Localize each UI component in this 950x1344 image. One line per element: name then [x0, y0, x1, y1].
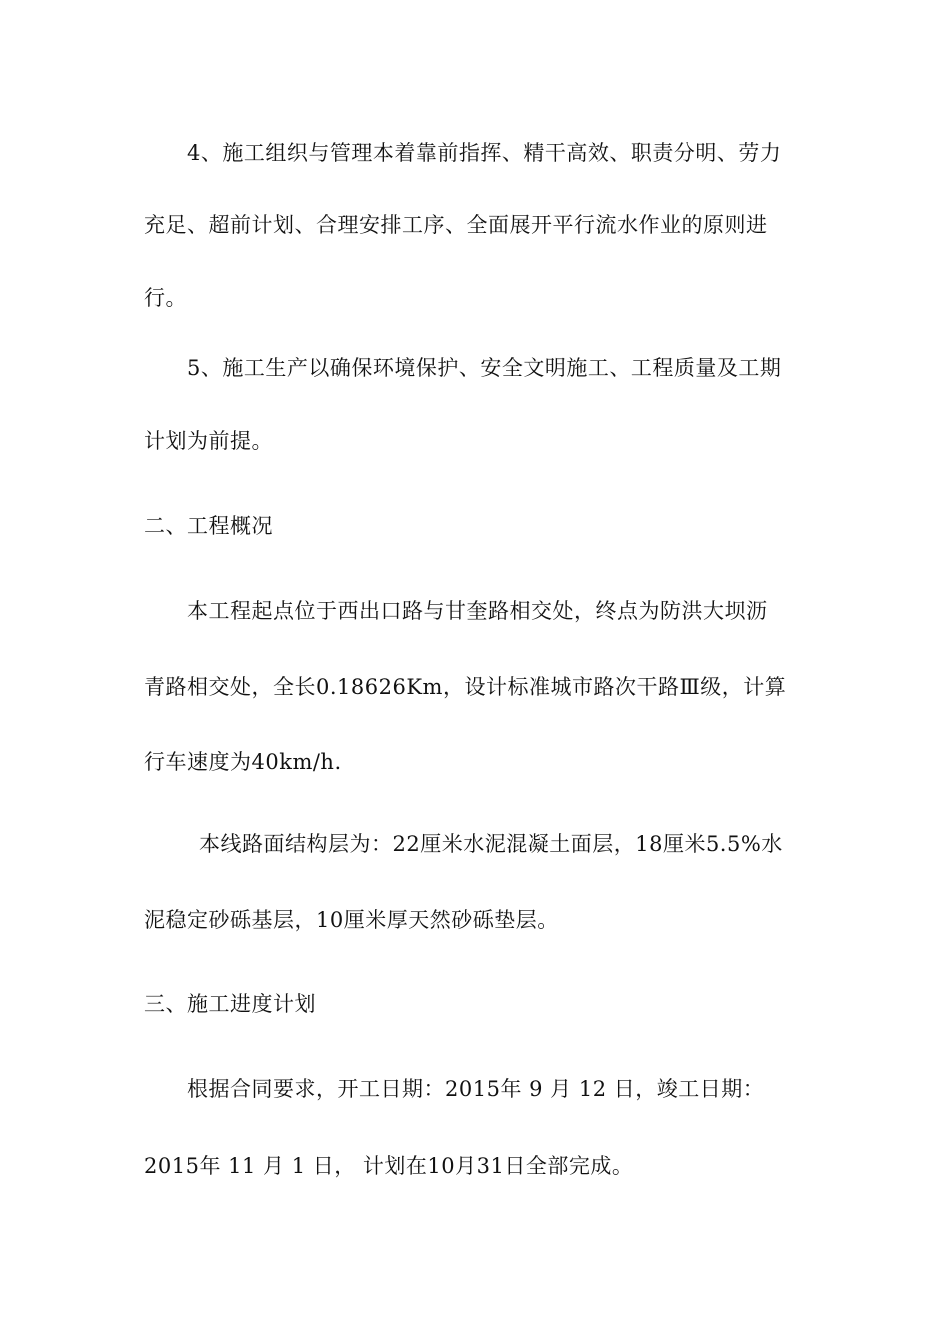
paragraph-4-line-2: 充足、超前计划、合理安排工序、全面展开平行流水作业的原则进 [144, 213, 768, 237]
overview-line-3: 行车速度为40km/h. [144, 750, 342, 774]
paragraph-5-line-1: 5、施工生产以确保环境保护、安全文明施工、工程质量及工期 [187, 356, 782, 380]
paragraph-5-line-2: 计划为前提。 [144, 429, 273, 453]
paragraph-4-line-1: 4、施工组织与管理本着靠前指挥、精干高效、职责分明、劳力 [187, 141, 782, 165]
section-heading-2: 二、工程概况 [144, 514, 273, 538]
overview-line-2: 青路相交处，全长0.18626Km，设计标准城市路次干路Ⅲ级，计算 [144, 675, 787, 699]
schedule-line-1: 根据合同要求，开工日期：2015年 9 月 12 日，竣工日期： [187, 1077, 765, 1101]
structure-line-2: 泥稳定砂砾基层，10厘米厚天然砂砾垫层。 [144, 908, 559, 932]
schedule-line-2: 2015年 11 月 1 日， 计划在10月31日全部完成。 [144, 1154, 634, 1178]
overview-line-1: 本工程起点位于西出口路与甘奎路相交处，终点为防洪大坝沥 [187, 599, 768, 623]
structure-line-1: 本线路面结构层为：22厘米水泥混凝土面层，18厘米5.5%水 [199, 832, 783, 856]
section-heading-3: 三、施工进度计划 [144, 992, 316, 1016]
paragraph-4-line-3: 行。 [144, 286, 187, 310]
